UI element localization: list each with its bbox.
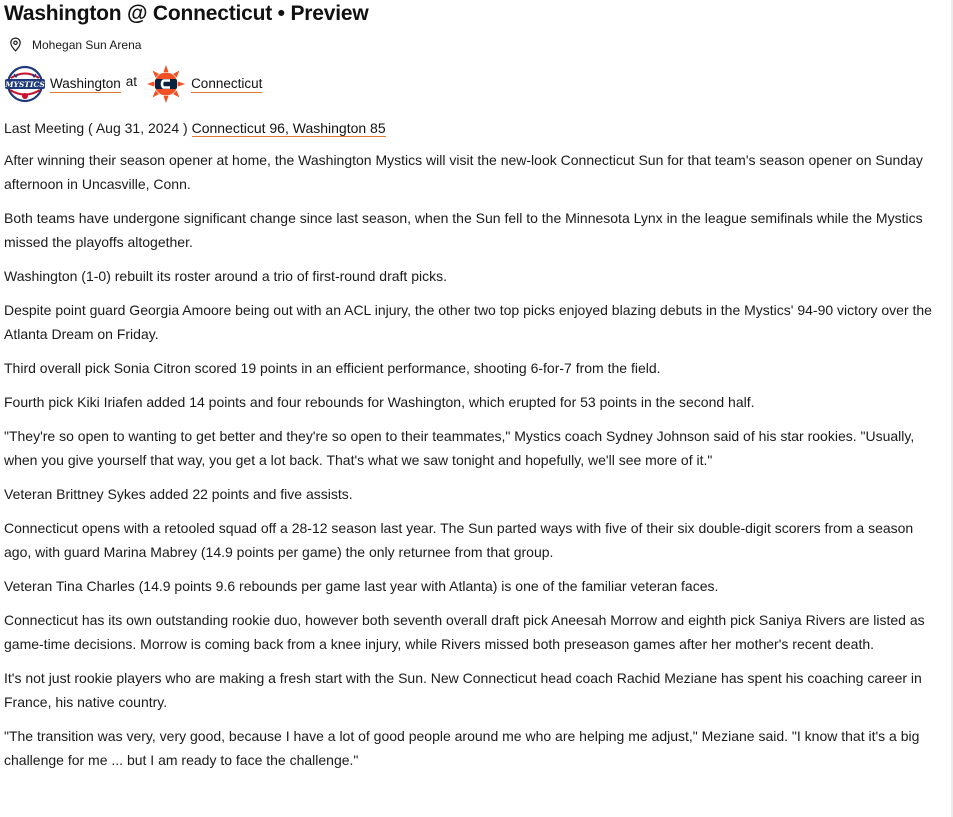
article-paragraph: Washington (1-0) rebuilt its roster around a trio of first-round draft picks.: [4, 268, 447, 284]
article-paragraph: Connecticut opens with a retooled squad off a 28-12 season last year. The Sun parted ways with five of their six double-digit scorers from a season ago, with guard Marina Mabrey (14.9 points per game) the only returnee from that group.: [4, 520, 914, 560]
location-pin-icon: [8, 37, 23, 52]
article-paragraph: Despite point guard Georgia Amoore being out with an ACL injury, the other two top picks enjoyed blazing debuts in the Mystics' 94-90 victory over the Atlanta Dream on Friday.: [4, 302, 932, 342]
home-team-link[interactable]: Connecticut: [191, 75, 263, 91]
article-paragraph: Fourth pick Kiki Iriafen added 14 points and four rebounds for Washington, which erupted for 53 points in the second half.: [4, 394, 755, 410]
away-team-link[interactable]: Washington: [50, 75, 121, 91]
article-paragraph: After winning their season opener at home, the Washington Mystics will visit the new-look Connecticut Sun for that team's season opener on Sunday afternoon in Uncasville, Conn.: [4, 152, 923, 192]
sun-logo[interactable]: [145, 65, 187, 103]
page-title: Washington @ Connecticut • Preview: [4, 2, 369, 25]
game-preview-page: [4, 0, 944, 772]
article-paragraph: Third overall pick Sonia Citron scored 19 points in an efficient performance, shooting 6-for-7 from the field.: [4, 360, 661, 376]
article-body: [4, 148, 944, 772]
venue-name: Mohegan Sun Arena: [32, 37, 142, 52]
article-paragraph: Veteran Brittney Sykes added 22 points and five assists.: [4, 486, 353, 502]
at-label: at: [125, 73, 138, 89]
last-meeting-label: Last Meeting ( Aug 31, 2024 ): [4, 120, 188, 136]
article-paragraph: It's not just rookie players who are making a fresh start with the Sun. New Connecticut head coach Rachid Meziane has spent his coaching career in France, his native country.: [4, 670, 922, 710]
article-paragraph: Both teams have undergone significant change since last season, when the Sun fell to the Minnesota Lynx in the league semifinals while the Mystics missed the playoffs altogether.: [4, 210, 923, 250]
last-meeting-result-link[interactable]: Connecticut 96, Washington 85: [191, 120, 386, 136]
article-paragraph: Connecticut has its own outstanding rookie duo, however both seventh overall draft pick Aneesah Morrow and eighth pick Saniya Rivers are listed as game-time decisions. Morrow is coming back from a knee injury, while Rivers missed both preseason games after her mother's recent death.: [4, 612, 925, 652]
svg-text:MYSTICS: MYSTICS: [5, 80, 45, 89]
article-paragraph: Veteran Tina Charles (14.9 points 9.6 rebounds per game last year with Atlanta) is one of the familiar veteran faces.: [4, 578, 719, 594]
article-paragraph: "They're so open to wanting to get better and they're so open to their teammates," Mystics coach Sydney Johnson said of his star rookies. "Usually, when you give yourself that way, you get a lot back. That's what we saw tonight and hopefully, we'll see more of it.": [4, 428, 915, 468]
article-paragraph: "The transition was very, very good, because I have a lot of good people around me who are helping me adjust," Meziane said. "I know that it's a big challenge for me ... but I am ready to face the challenge.": [4, 728, 920, 768]
matchup-row: [4, 64, 944, 104]
last-meeting: [4, 118, 944, 138]
venue-row: [4, 36, 944, 53]
mystics-logo[interactable]: [4, 65, 46, 103]
